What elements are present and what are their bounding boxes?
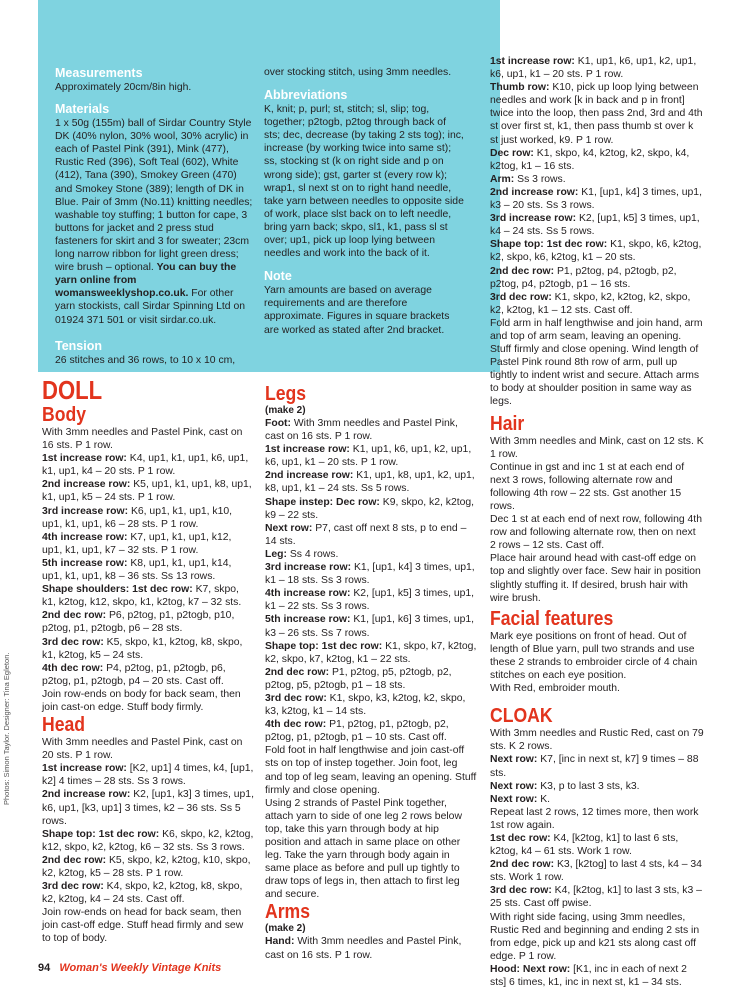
page-number: 94 (38, 962, 51, 974)
list-item: 3rd dec row: K1, skpo, k3, k2tog, k2, skpo, k3, k2tog, k1 – 14 sts. (265, 692, 466, 718)
photo-credit: Photos: Simon Taylor. Designer: Tina Egleton. (2, 652, 11, 805)
head-rows (42, 762, 254, 906)
cloak-intro: With 3mm needles and Rustic Red, cast on 79 sts. K 2 rows. (490, 728, 704, 753)
list-item: 4th dec row: P4, p2tog, p1, p2togb, p6, p2tog, p1, p2togb, p4 – 20 sts. Cast off. (42, 662, 226, 687)
info-left-column (55, 66, 255, 367)
list-item: 5th increase row: K1, [up1, k6] 3 times, up1, k3 – 26 sts. Ss 7 rows. (265, 614, 475, 639)
list-item: Shape top: 1st dec row: K1, skpo, k7, k2tog, k2, skpo, k7, k2tog, k1 – 22 sts. (265, 640, 477, 665)
list-item: 2nd dec row: P1, p2tog, p5, p2togb, p2, p2tog, p5, p2togb, p1 – 18 sts. (265, 666, 452, 691)
list-item: 2nd increase row: K2, [up1, k3] 3 times, up1, k6, up1, [k3, up1] 3 times, k2 – 36 sts. Ss 5 rows. (42, 789, 254, 827)
head-intro: With 3mm needles and Pastel Pink, cast on 20 sts. P 1 row. (42, 737, 243, 762)
list-item: 2nd dec row: P6, p2tog, p1, p2togb, p10, p2tog, p1, p2togb, p6 – 28 sts. (42, 610, 235, 635)
list-item: Hand: With 3mm needles and Pastel Pink, cast on 16 sts. P 1 row. (265, 936, 462, 961)
buy-online-link[interactable]: You can buy the yarn online from womansweeklyshop.co.uk. (55, 262, 237, 300)
doll-column (42, 376, 254, 946)
tension-text: 26 stitches and 36 rows, to 10 x 10 cm, (55, 354, 236, 366)
list-item: Foot: With 3mm needles and Pastel Pink, cast on 16 sts. P 1 row. (265, 418, 458, 443)
materials-heading: Materials (55, 102, 110, 117)
list-item: 1st increase row: K1, up1, k6, up1, k2, up1, k6, up1, k1 – 20 sts. P 1 row. (490, 56, 697, 81)
list-item: Shape instep: Dec row: K9, skpo, k2, k2tog, k9 – 22 sts. (265, 496, 475, 521)
list-item: Next row: P7, cast off next 8 sts, p to end – 14 sts. (265, 522, 467, 547)
cloak-mid: Repeat last 2 rows, 12 times more, then work 1st row again. (490, 806, 699, 831)
list-item: Shape top: 1st dec row: K6, skpo, k2, k2tog, k12, skpo, k2, k2tog, k6 – 32 sts. Ss 3 rows. (42, 828, 254, 853)
list-item: 2nd dec row: K5, skpo, k2, k2tog, k10, skpo, k2, k2tog, k5 – 28 sts. P 1 row. (42, 854, 251, 879)
legs-rows (265, 417, 477, 744)
list-item: 3rd dec row: K4, [k2tog, k1] to last 3 sts, k3 – 25 sts. Cast off pwise. (490, 885, 702, 910)
arms-outro: Fold arm in half lengthwise and join hand, arm and top of arm seam, leaving an opening. Stuff firmly and close opening. Wind length of Pastel Pink round 8th row of arm, pull up tightly to indent wrist and secure. Attach arms to body at shoulder position in same way as legs. (490, 317, 703, 408)
list-item: Arm: Ss 3 rows. (490, 173, 566, 185)
facial-text: Mark eye positions on front of head. Out of length of Blue yarn, pull two strands and use these 2 strands to embroider circle of 4 chain stitches on each eye position. (490, 630, 698, 682)
list-item: 2nd dec row: K3, [k2tog] to last 4 sts, k4 – 34 sts. Work 1 row. (490, 859, 702, 884)
list-item: 5th increase row: K8, up1, k1, up1, k14, up1, k1, up1, k8 – 36 sts. Ss 13 rows. (42, 557, 232, 583)
list-item: 1st increase row: K4, up1, k1, up1, k6, up1, k1, up1, k4 – 20 sts. P 1 row. (42, 453, 249, 478)
list-item: 2nd dec row: P1, p2tog, p4, p2togb, p2, p2tog, p4, p2togb, p1 – 16 sts. (490, 265, 677, 290)
list-item: Dec row: K1, skpo, k4, k2tog, k2, skpo, k4, k2tog, k1 – 16 sts. (490, 147, 690, 172)
list-item: Next row: K. (490, 793, 551, 805)
facial-features-heading: Facial features (490, 607, 614, 630)
hair-text-3: Dec 1 st at each end of next row, following 4th row and following alternate row, then on next 2 rows – 12 sts. Cast off. (490, 514, 702, 552)
list-item: 2nd increase row: K1, [up1, k4] 3 times, up1, k3 – 20 sts. Ss 3 rows. (490, 186, 702, 212)
list-item: 2nd increase row: K1, up1, k8, up1, k2, up1, k8, up1, k1 – 24 sts. Ss 5 rows. (265, 470, 475, 495)
head-outro: Join row-ends on head for back seam, then join cast-off edge. Stuff head firmly and sew to top of body. (42, 907, 244, 945)
list-item: 4th increase row: K7, up1, k1, up1, k12, up1, k1, up1, k7 – 32 sts. P 1 row. (42, 531, 232, 556)
abbreviations-heading: Abbreviations (264, 88, 348, 103)
head-heading: Head (42, 714, 86, 737)
hair-heading: Hair (490, 412, 525, 435)
list-item: 4th increase row: K2, [up1, k5] 3 times, up1, k1 – 22 sts. Ss 3 rows. (265, 588, 475, 613)
cloak-heading: CLOAK (490, 705, 553, 728)
list-item: Next row: K7, [inc in next st, k7] 9 times – 88 sts. (490, 754, 699, 779)
body-outro: Join row-ends on body for back seam, then join cast-on edge. Stuff body firmly. (42, 688, 241, 713)
hair-text-4: Place hair around head with cast-off edge on top and slightly over face. Sew hair in position slightly stuffing it. If desired, brush hair with wire brush. (490, 553, 701, 604)
legs-column (265, 383, 477, 962)
list-item: Next row: K3, p to last 3 sts, k3. (490, 780, 640, 792)
body-rows (42, 452, 254, 688)
list-item: 1st increase row: K1, up1, k6, up1, k2, up1, k6, up1, k1 – 20 sts. P 1 row. (265, 444, 472, 469)
legs-heading: Legs (265, 383, 307, 405)
list-item: 3rd dec row: K5, skpo, k1, k2tog, k8, skpo, k1, k2tog, k5 – 24 sts. (42, 636, 243, 661)
publication-title: Woman's Weekly Vintage Knits (59, 962, 222, 974)
list-item: 3rd increase row: K2, [up1, k5] 3 times, up1, k4 – 24 sts. Ss 5 rows. (490, 213, 700, 238)
note-heading: Note (264, 269, 292, 284)
doll-title: DOLL (42, 375, 103, 405)
list-item: 3rd dec row: K4, skpo, k2, k2tog, k8, skpo, k2, k2tog, k4 – 24 sts. Cast off. (42, 881, 243, 906)
abbreviations-text: K, knit; p, purl; st, stitch; sl, slip; tog, together; p2togb, p2tog through back of sts; dec, decrease (by taking 2 sts tog); inc, increase (by working twice into same st); ss, stocking st (k on right side and p on wrong side); gst, garter st (every row k); wrap1, sl next st on to right hand needle, take yarn between needles to opposite side of work, place slst back on to left needle, bring yarn back; skpo, sl1, k1, pass sl st over; up1, pick up loop lying between needles and work into the back of it. (264, 104, 464, 260)
body-intro: With 3mm needles and Pastel Pink, cast on 16 sts. P 1 row. (42, 427, 243, 452)
list-item: 2nd increase row: K5, up1, k1, up1, k8, up1, k1, up1, k5 – 24 sts. P 1 row. (42, 479, 252, 504)
page-footer (38, 962, 221, 974)
tension-heading: Tension (55, 338, 102, 353)
measurements-heading: Measurements (55, 66, 143, 80)
arms-sub: (make 2) (265, 923, 306, 935)
body-heading: Body (42, 404, 86, 426)
list-item: 3rd dec row: K1, skpo, k2, k2tog, k2, skpo, k2, k2tog, k1 – 12 sts. Cast off. (490, 291, 691, 316)
materials-text: 1 x 50g (155m) ball of Sirdar Country Style DK (40% nylon, 30% wool, 30% acrylic) in each of Pastel Pink (391), Mink (477), Rustic Red (396), Soft Teal (602), White (412), Tana (390), Smokey Green (470) and Smokey Stone (389); length of DK in Blue. Pair of 3mm (No.11) knitting needles; washable toy stuffing; 1 button for cape, 3 buttons for jacket and 2 press stud fasteners for skirt and 3 for sweater; 23cm long narrow ribbon for light green dress; wire brush – optional. You can buy the yarn online from womansweeklyshop.co.uk. For other yarn stockists, call Sirdar Spinning Ltd on 01924 371 501 or visit sirdar.co.uk. (55, 118, 253, 326)
cloak-mid-2: With right side facing, using 3mm needles, Rustic Red and beginning and ending 2 sts in from edge, pick up and k21 sts along cast off edge. P 1 row. (490, 911, 700, 962)
hair-text-2: Continue in gst and inc 1 st at each end of next 3 rows, following alternate row and following 4th row – 22 sts. Gst another 15 rows. (490, 461, 685, 512)
legs-outro: Fold foot in half lengthwise and join cast-off sts on top of instep together. Join foot, leg and top of leg seam, leaving an opening. Stuff firmly and close opening. (265, 745, 477, 796)
facial-text-2: With Red, embroider mouth. (490, 683, 620, 695)
list-item: 1st dec row: K4, [k2tog, k1] to last 6 sts, k2tog, k4 – 61 sts. Work 1 row. (490, 832, 679, 858)
list-item: 3rd increase row: K6, up1, k1, up1, k10, up1, k1, up1, k6 – 28 sts. P 1 row. (42, 505, 233, 530)
legs-outro-2: Using 2 strands of Pastel Pink together, attach yarn to side of one leg 2 rows below top, take this yarn through body at hip position and attach in same place on other leg. Take the yarn through body again in same place as before and pull up tightly to draw tops of legs in, then attach to first leg and secure. (265, 797, 462, 901)
measurements-text: Approximately 20cm/8in high. (55, 82, 192, 93)
info-right-column (264, 66, 464, 337)
legs-sub: (make 2) (265, 405, 306, 416)
list-item: Thumb row: K10, pick up loop lying between needles and work [k in back and p in front] twice into the loop, then pass 2nd, 3rd and 4th st over first st, k1, then pass thumb st over k st just worked, k9. P 1 row. (490, 82, 703, 146)
list-item: 1st increase row: [K2, up1] 4 times, k4, [up1, k2] 4 times – 28 sts. Ss 3 rows. (42, 763, 254, 788)
tension-text-continued: over stocking stitch, using 3mm needles. (264, 67, 452, 78)
list-item: Leg: Ss 4 rows. (265, 548, 339, 560)
list-item: Shape top: 1st dec row: K1, skpo, k6, k2tog, k2, skpo, k6, k2tog, k1 – 20 sts. (490, 239, 702, 264)
list-item: Hood: Next row: [K1, inc in each of next 2 sts] 6 times, k1, inc in next st, k1 – 34 sts. (490, 963, 687, 988)
list-item: 3rd increase row: K1, [up1, k4] 3 times, up1, k1 – 18 sts. Ss 3 rows. (265, 562, 475, 587)
hair-text: With 3mm needles and Mink, cast on 12 sts. K 1 row. (490, 435, 704, 460)
arms-heading: Arms (265, 901, 311, 924)
note-text: Yarn amounts are based on average requirements and are therefore approximate. Figures in square brackets are worked as stated after 2nd bracket. (264, 285, 450, 336)
list-item: 4th dec row: P1, p2tog, p1, p2togb, p2, p2tog, p1, p2togb, p1 – 10 sts. Cast off. (265, 719, 449, 744)
right-column (490, 55, 704, 989)
list-item: Shape shoulders: 1st dec row: K7, skpo, k1, k2tog, k12, skpo, k1, k2tog, k7 – 32 sts. (42, 584, 242, 609)
